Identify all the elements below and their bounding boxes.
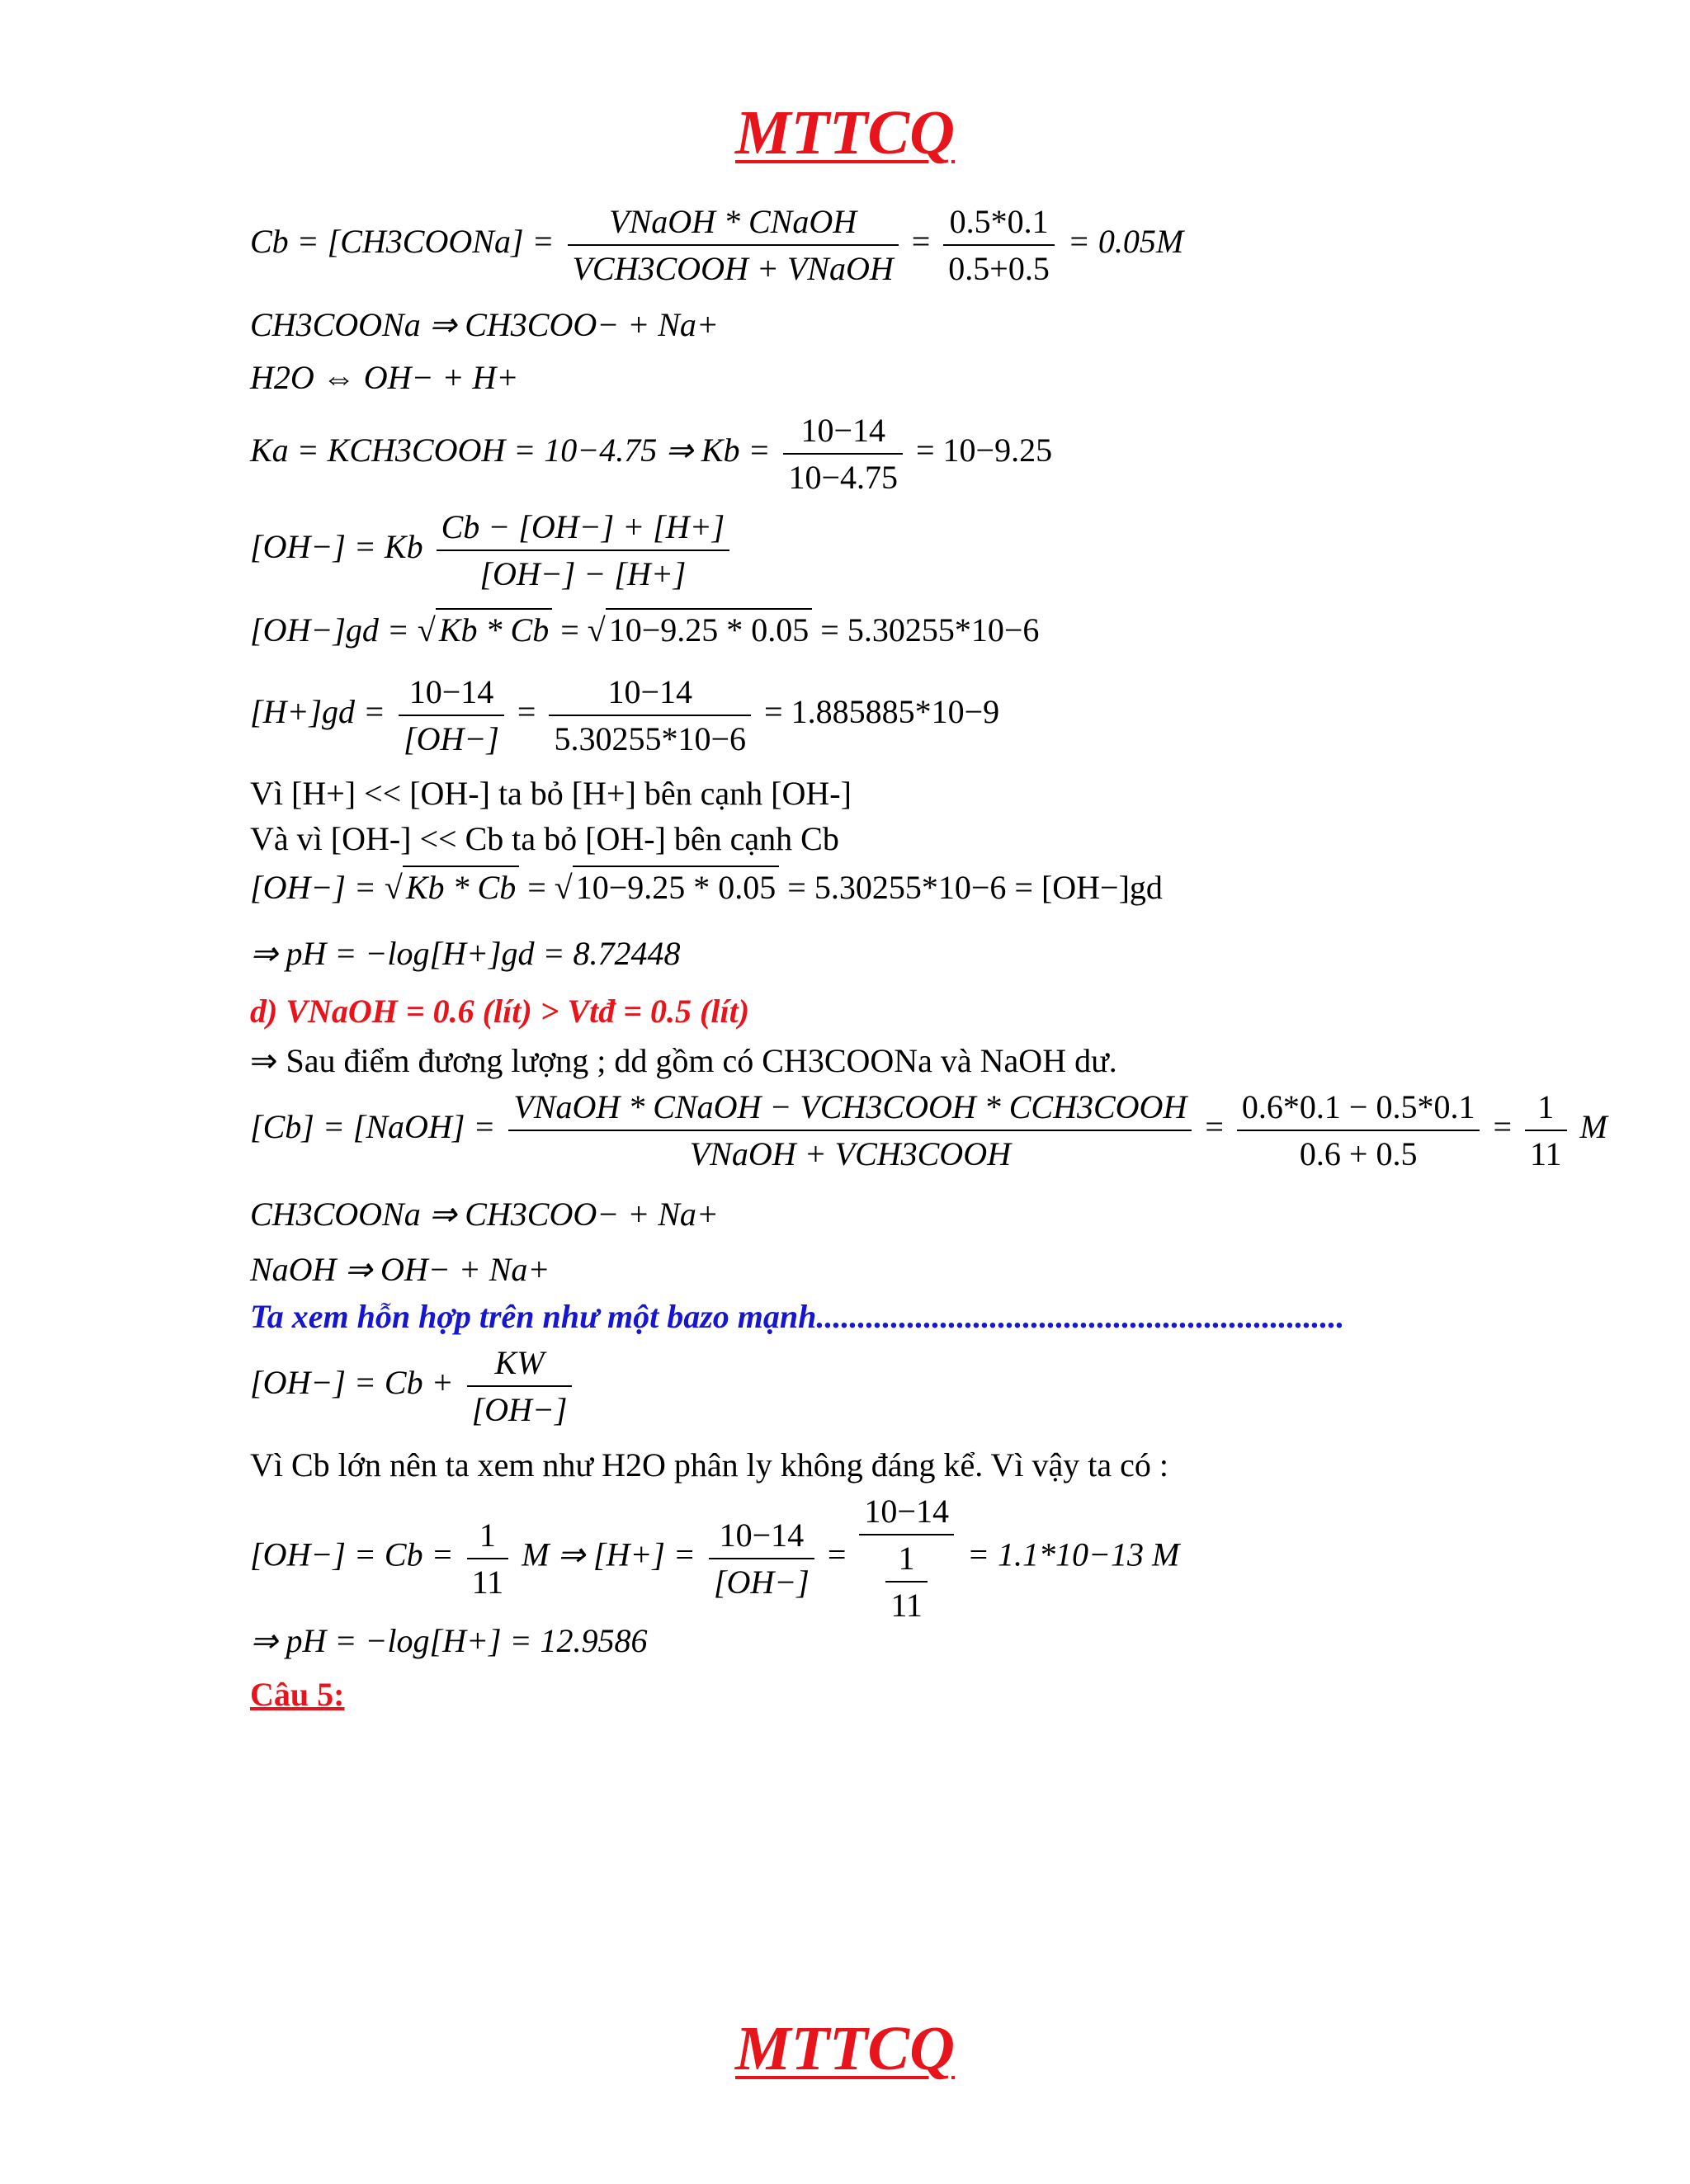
eq-final-lhs: [OH−] = Cb = (250, 1535, 454, 1573)
eq-dissociation-naoh: NaOH ⇒ OH− + Na+ (250, 1251, 550, 1288)
footer-brand: MTTCQ (735, 2014, 955, 2083)
eq-oh2-result: = 5.30255*10−6 = [OH−]gd (787, 869, 1163, 906)
eq-cbd-frac2: $\frac{0.6*0.1 - 0.5*0.1}{0.6 + 0.5}$ (1237, 1087, 1480, 1173)
part-d-heading: d) VNaOH = 0.6 (lít) > Vtđ = 0.5 (lít) (250, 993, 750, 1030)
eq-dissociation-salt-2: CH3COONa ⇒ CH3COO− + Na+ (250, 1196, 719, 1233)
eq-hgd-lhs: [H+]gd = (250, 693, 386, 731)
eq-oh-kw (250, 1343, 577, 1429)
text-after-equivalence: ⇒ Sau điểm đương lượng ; dd gồm có CH3COONa và NaOH dư. (250, 1042, 1117, 1079)
header-brand: MTTCQ (735, 98, 955, 167)
strong-base-note: Ta xem hỗn hợp trên như một bazo mạnh................................................................ (250, 1298, 1345, 1335)
eq-ph-1: ⇒ pH = −log[H+]gd = 8.72448 (250, 935, 681, 972)
eq-ph-2: ⇒ pH = −log[H+] = 12.9586 (250, 1622, 648, 1659)
eq-hgd-frac2: $\frac{10-14}{5.30255*10-6}$ (549, 672, 751, 758)
eq-hgd-result: = 1.885885*10−9 (764, 693, 1000, 731)
eq-cb-result: = 0.05M (1067, 223, 1184, 261)
eq-ohgd-sqrt1: √ Kb * Cb (418, 611, 552, 649)
eq-cb: Cb = [CH3COONa] = $\frac{\text{VNaOH * CNaOH}}{\text{VCH3COOH + VNaOH}}$ = $\frac{0.5*0.1}{0.5+0.5}$ = 0.05M (250, 203, 1184, 287)
eq-oh-exact (250, 507, 734, 593)
eq-ohgd-result: = 5.30255*10−6 (820, 611, 1040, 649)
eq-oh2-lhs: [OH−] = (250, 869, 376, 906)
eq-cb-frac1: $\frac{\text{VNaOH * CNaOH}}{\text{VCH3COOH + VNaOH}}$ (568, 202, 899, 288)
eq-cb-lhs: Cb = [CH3COONa] = (250, 223, 555, 261)
eq-ka-frac: $\frac{10-14}{10-4.75}$ (783, 411, 903, 497)
eq-ohgd-sqrt2: √ 10−9.25 * 0.05 (588, 611, 813, 649)
eq-dissociation-salt: CH3COONa ⇒ CH3COO− + Na+ (250, 306, 719, 343)
eq-final-frac1: $\frac{1}{11}$ (467, 1516, 509, 1601)
eq-final-mid: M ⇒ [H+] = (522, 1535, 696, 1573)
eq-final-frac3: $\frac{10-14}{\frac{1}{11}}$ (859, 1492, 954, 1625)
eq-oh-gd: [OH−]gd = √ Kb * Cb = √ 10−9.25 * 0.05 = 5.30255*10−6 (250, 611, 1039, 649)
eq-final-result: = 1.1*10−13 M (966, 1535, 1180, 1573)
eq-ka-lhs: Ka = KCH3COOH = 10−4.75 ⇒ Kb = (250, 432, 771, 469)
eq-ohkw-lhs: [OH−] = Cb + (250, 1364, 454, 1402)
eq-final-h: [OH−] = Cb = $\frac{1}{11}$ M ⇒ [H+] = $\frac{10-14}{[OH-]}$ = $\frac{10-14}{\frac{1}{11}}$ = 1.1*10−13 M (250, 1493, 1180, 1624)
eq-cbd-lhs: [Cb] = [NaOH] = (250, 1108, 496, 1146)
eq-hgd-frac1: $\frac{10-14}{[OH-]}$ (399, 672, 504, 758)
eq-oh-approx: [OH−] = √ Kb * Cb = √ 10−9.25 * 0.05 = 5.30255*10−6 = [OH−]gd (250, 868, 1163, 907)
eq-final-frac2: $\frac{10-14}{[OH-]}$ (709, 1516, 814, 1601)
eq-ohkw-frac: $\frac{KW}{[OH-]}$ (467, 1343, 573, 1429)
eq-water: H2O ⇔ OH− + H+ (250, 359, 519, 396)
eq-oh-frac: $\frac{Cb - [OH-] + [H+]}{[OH-] - [H+]}$ (437, 507, 730, 593)
eq-cbd-frac3: $\frac{1}{11}$ (1525, 1087, 1567, 1173)
eq-cb-naoh: [Cb] = [NaOH] = $\frac{\text{VNaOH * CNaOH − VCH3COOH * CCH3COOH}}{\text{VNaOH + VCH3COOH}}$ = $\frac{0.6*0.1 - 0.5*0.1}{0.6 + 0.5}$ = $\frac{1}{11}$ M (250, 1088, 1607, 1172)
eq-oh2-sqrt2: √ 10−9.25 * 0.05 (555, 868, 780, 907)
next-question-label: Câu 5: (250, 1676, 345, 1713)
text-compare-oh-cb: Và vì [OH-] << Cb ta bỏ [OH-] bên cạnh Cb (250, 820, 839, 857)
eq-cbd-frac1: $\frac{\text{VNaOH * CNaOH − VCH3COOH * CCH3COOH}}{\text{VNaOH + VCH3COOH}}$ (508, 1087, 1192, 1173)
eq-ka-kb (250, 411, 1052, 497)
text-water-note: Vì Cb lớn nên ta xem như H2O phân ly không đáng kể. Vì vậy ta có : (250, 1446, 1169, 1484)
eq-ka-result: = 10−9.25 (916, 432, 1053, 469)
eq-h-gd: [H+]gd = $\frac{10-14}{[OH-]}$ = $\frac{10-14}{5.30255*10-6}$ = 1.885885*10−9 (250, 673, 1000, 757)
eq-oh2-sqrt1: √ Kb * Cb (385, 868, 519, 907)
eq-cb-frac2: $\frac{0.5*0.1}{0.5+0.5}$ (943, 202, 1055, 288)
eq-oh-lhs: [OH−] = Kb (250, 528, 423, 566)
text-compare-h-oh: Vì [H+] << [OH-] ta bỏ [H+] bên cạnh [OH-] (250, 775, 852, 812)
eq-ohgd-lhs: [OH−]gd = (250, 611, 409, 649)
eq-cbd-unit: M (1579, 1108, 1607, 1146)
